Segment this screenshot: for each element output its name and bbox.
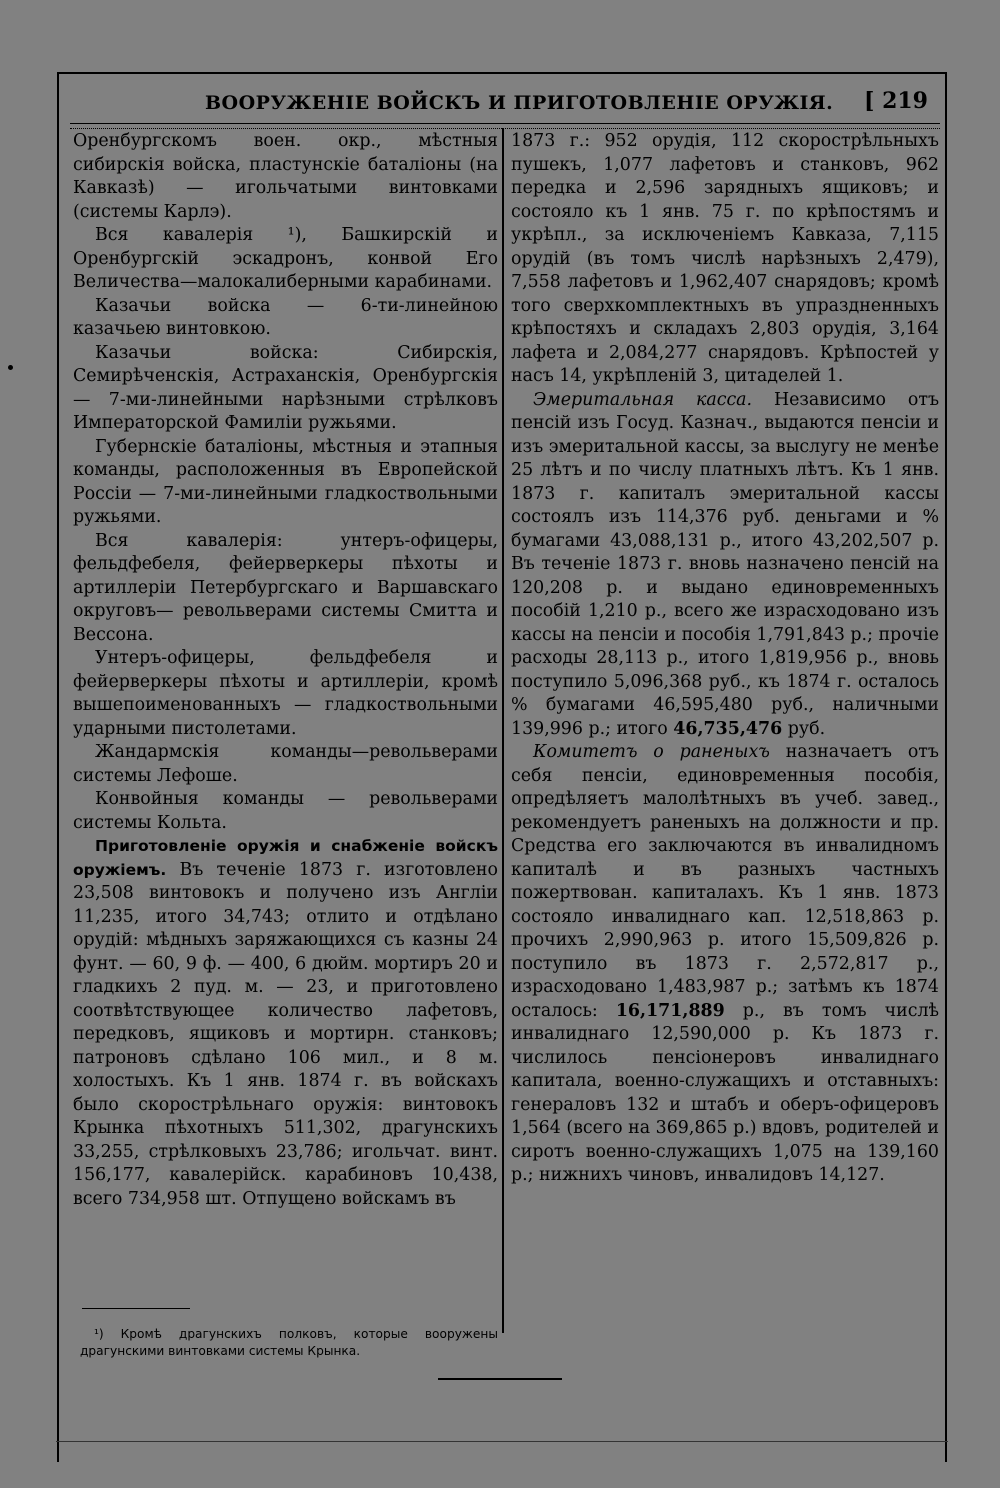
bottom-rule	[56, 1441, 948, 1442]
margin-speck	[8, 365, 13, 370]
italic-heading: Комитетъ о раненыхъ	[533, 742, 770, 762]
end-rule	[438, 1378, 562, 1380]
paragraph: Губернскіе баталіоны, мѣстныя и этапныя команды, расположенныя въ Европейской Россіи — 7-ми-линейными гладкоствольными ружьями.	[73, 436, 498, 527]
header-rule	[70, 123, 940, 129]
paragraph-text: р., въ томъ числѣ инвалиднаго 12,590,000 р. Къ 1873 г. числилось пенсіонеровъ инвалиднаго капитала, военно-служащихъ и отставныхъ: генераловъ 132 и штабъ и оберъ-офицеровъ 1,564 (всего на 369,865 р.) вдовъ, родителей и сиротъ военно-служащихъ 1,075 на 139,160 р.; нижнихъ чиновъ, инвалидовъ 14,127.	[511, 1000, 940, 1185]
paragraph: 1873 г.: 952 орудія, 112 скорострѣльныхъ пушекъ, 1,077 лафетовъ и станковъ, 962 передка и 2,596 зарядныхъ ящиковъ; и состояло къ 1 янв. 75 г. по крѣпостямъ и укрѣпл., за исключеніемъ Кавказа, 7,115 орудій (въ томъ числѣ нарѣзныхъ 2,479), 7,558 лафетовъ и 1,962,407 снарядовъ; кромѣ того сверхкомплектныхъ въ упраздненныхъ крѣпостяхъ и складахъ 2,803 орудія, 3,164 лафета и 2,084,277 снарядовъ. Крѣпостей у насъ 14, укрѣпленій 3, цитаделей 1.	[511, 131, 939, 386]
paragraph-emerital	[511, 389, 939, 742]
paragraph: Оренбургскомъ воен. окр., мѣстныя сибирскія войска, пластунскіе баталіоны (на Кавказѣ) — игольчатыми винтовками (системы Карлэ).	[73, 131, 498, 222]
paragraph: Конвойныя команды — револьверами системы Кольта.	[73, 789, 498, 833]
footnote: ¹) Кромѣ драгунскихъ полковъ, которые вооружены драгунскими винтовками системы Крынка.	[80, 1327, 498, 1358]
paragraph: Унтеръ-офицеры, фельдфебеля и фейерверкеры пѣхоты и артиллеріи, кромѣ вышепоименованныхъ — гладкоствольными ударными пистолетами.	[73, 648, 498, 739]
section-paragraph	[73, 835, 498, 1211]
paragraph-text: Независимо отъ пенсій изъ Госуд. Казнач., выдаются пенсіи и изъ эмеритальной кассы, за выслугу не менѣе 25 лѣтъ и по числу платныхъ лѣтъ. Къ 1 янв. 1873 г. капиталъ эмеритальной кассы состоялъ изъ 114,376 руб. деньгами и % бумагами 43,088,131 р., итого 43,202,507 р. Въ теченіе 1873 г. вновь назначено пенсій на 120,208 р. и выдано единовременныхъ пособій 1,210 р., всего же израсходовано изъ кассы на пенсіи и пособія 1,791,843 р.; прочіе расходы 28,113 р., итого 1,819,956 р., вновь поступило 5,096,368 руб., къ 1874 г. осталось % бумагами 46,595,480 руб., наличными 139,996 р.; итого	[511, 389, 940, 739]
paragraph: Жандармскія команды—револьверами системы Лефоше.	[73, 742, 498, 786]
paragraph: Вся кавалерія ¹), Башкирскій и Оренбургскій эскадронъ, конвой Его Величества—малокалиберными карабинами.	[73, 225, 498, 292]
footnote-rule	[82, 1308, 190, 1309]
paragraph-text: руб.	[782, 718, 826, 739]
left-column	[73, 130, 498, 1211]
paragraph: Казачьи войска — 6-ти-линейною казачьею винтовкою.	[73, 295, 498, 339]
paragraph-committee	[511, 741, 939, 1188]
paragraph-text: назначаетъ отъ себя пенсіи, единовременныя пособія, опредѣляетъ малолѣтныхъ въ учеб. завед., рекомендуетъ раненыхъ на должности и пр. Средства его заключаются въ инвалидномъ капиталѣ и въ разныхъ частныхъ пожертвован. капиталахъ. Къ 1 янв. 1873 состояло инвалиднаго кап. 12,518,863 р. прочихъ 2,990,963 р. итого 15,509,826 р. поступило въ 1873 г. 2,572,817 р., израсходовано 1,483,987 р.; затѣмъ къ 1874 осталось:	[511, 742, 939, 1021]
column-divider	[502, 128, 504, 1333]
section-heading: Приготовленіе оружія и снабженіе войскъ оружіемъ.	[73, 837, 498, 879]
paragraph: Вся кавалерія: унтеръ-офицеры, фельдфебеля, фейерверкеры пѣхоты и артиллеріи Петербургскаго и Варшавскаго округовъ— револьверами системы Смитта и Вессона.	[73, 530, 498, 645]
running-title: ВООРУЖЕНІЕ ВОЙСКЪ И ПРИГОТОВЛЕНІЕ ОРУЖІЯ.	[205, 92, 834, 114]
paragraph: Казачьи войска: Сибирскія, Семирѣченскія, Астраханскія, Оренбургскія — 7-ми-линейными нарѣзными стрѣлковъ Императорской Фамиліи ружьями.	[73, 342, 498, 433]
right-column	[511, 130, 939, 1188]
page-number: [ 219	[864, 88, 928, 114]
bold-total: 16,171,889	[615, 1000, 725, 1021]
italic-heading: Эмеритальная касса.	[533, 389, 753, 410]
bold-total: 46,735,476	[673, 718, 783, 739]
running-header	[60, 88, 940, 122]
section-text: Въ теченіе 1873 г. изготовлено 23,508 винтовокъ и получено изъ Англіи 11,235, итого 34,743; отлито и отдѣлано орудій: мѣдныхъ заряжающихся съ казны 24 фунт. — 60, 9 ф. — 400, 6 дюйм. мортиръ 20 и гладкихъ 2 пуд. м. — 23, и приготовлено соотвѣтствующее количество лафетовъ, передковъ, ящиковъ и мортирн. станковъ; патроновъ сдѣлано 106 мил., и 8 м. холостыхъ. Къ 1 янв. 1874 г. въ войскахъ было скорострѣльнаго оружія: винтовокъ Крынка пѣхотныхъ 511,302, драгунскихъ 33,255, стрѣлковыхъ 23,786; игольчат. винт. 156,177, кавалерійск. карабиновъ 10,438, всего 734,958 шт. Отпущено войскамъ въ	[73, 859, 498, 1209]
